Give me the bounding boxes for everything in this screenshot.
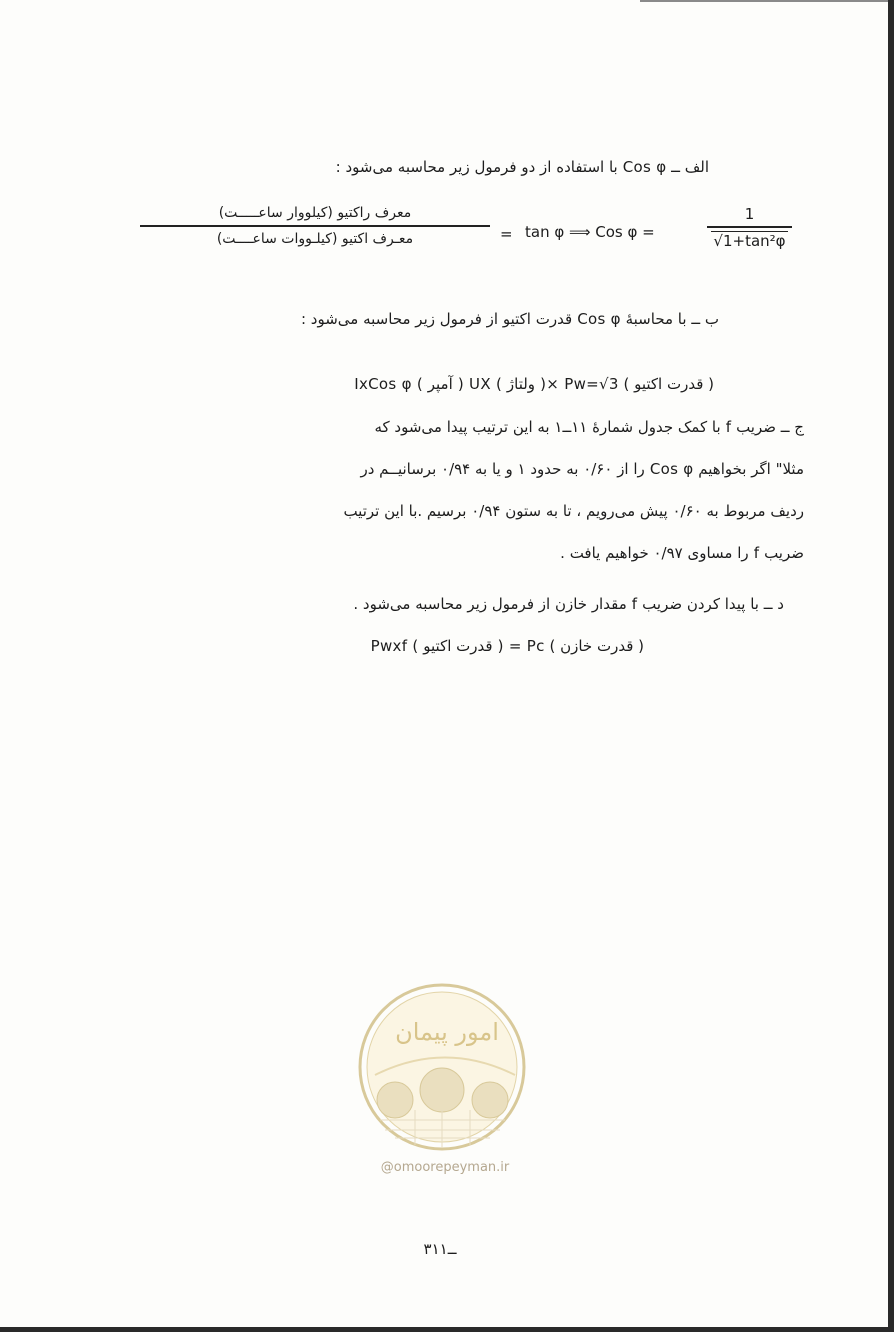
line-be: ب ــ با محاسبهٔ Cos φ قدرت اکتیو از فرمول زیر محاسبه می‌شود : [300,310,719,328]
cos-fraction-bar [707,226,792,228]
cos-denominator [707,231,792,250]
watermark-url: @omoorepeyman.ir [380,1160,510,1175]
sqrt-expression: √1+tan²φ [713,231,786,250]
bottom-edge-border [0,1327,894,1332]
fraction-bar [140,225,490,227]
fraction-numerator: معرف راکتیو (کیلووار ساعـــــت) [218,205,412,221]
line-je-3: ردیف مربوط به ۰/۶۰ پیش می‌رویم ، تا به ستون ۰/۹۴ برسیم .با این ترتیب [343,502,804,520]
tan-expression: tan φ ⟹ Cos φ = [525,223,655,241]
watermark-logo [355,980,530,1155]
page-number: ۳ــ۱۱ [423,1240,457,1258]
cos-phi-formula [140,205,790,275]
watermark-logo-text: امور پیمان [395,1018,499,1046]
right-edge-border [888,0,894,1332]
line-alef: الف ــ Cos φ با استفاده از دو فرمول زیر محاسبه می‌شود : [335,158,709,176]
cos-numerator: 1 [744,205,755,223]
fraction-denominator: معـرف اکتیو (کیلـووات ساعــــت) [216,230,414,247]
top-edge-line [640,0,894,2]
active-power-formula: ( قدرت اکتیو ) Pw=√3 ×( ولتاژ ) UX ( آمپر ) IxCos φ [354,375,714,393]
capacitor-formula: ( قدرت خازن ) Pc = ( قدرت اکتیو ) Pwxf [370,637,644,655]
line-je-4: ضریب f را مساوی ۰/۹۷ خواهیم یافت . [560,544,804,562]
line-je-2: مثلا" اگر بخواهیم Cos φ را از ۰/۶۰ به حدود ۱ و یا به ۰/۹۴ برسانیــم در [360,460,804,478]
cos-fraction [707,205,792,250]
equals-sign: = [500,225,513,243]
line-dal: د ــ با پیدا کردن ضریب f مقدار خازن از فرمول زیر محاسبه می‌شود . [353,595,784,613]
energy-ratio-fraction [140,205,490,247]
line-je-1: ج ــ ضریب f با کمک جدول شمارهٔ ۱۱ــ۱ به این ترتیب پیدا می‌شود که [374,418,804,436]
